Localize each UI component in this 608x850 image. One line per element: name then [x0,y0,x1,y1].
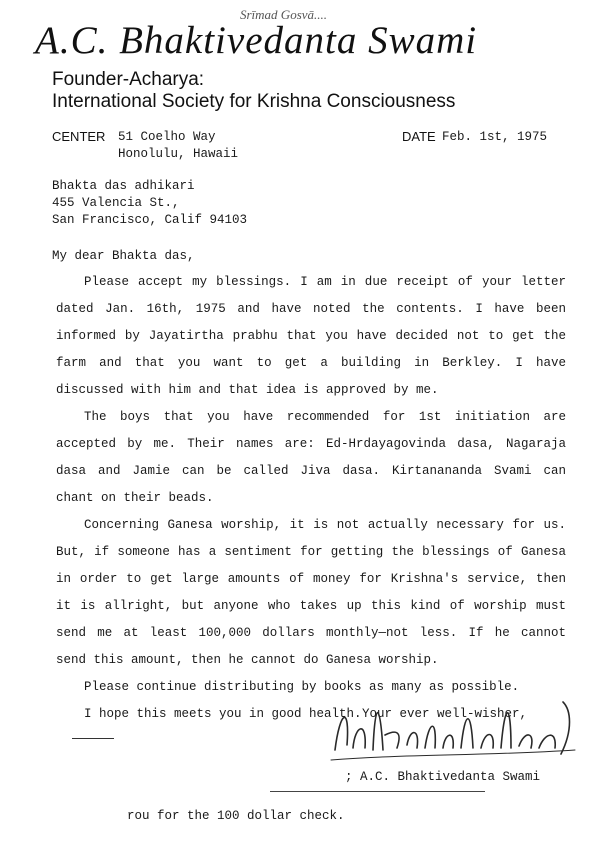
recipient-name: Bhakta das adhikari [52,179,195,193]
body-paragraph-2: The boys that you have recommended for 1st initiation are accepted by me. Their names are: Ed-Hrdayagovinda dasa, Nagaraja dasa and Jamie can be called Jiva dasa. Kirtanananda Svami can chant on their beads. [56,410,566,505]
salutation: My dear Bhakta das, [52,249,195,263]
date-value: Feb. 1st, 1975 [442,130,548,144]
complimentary-close: Your ever well-wisher, [362,707,528,721]
date-label: DATE [402,129,436,144]
handwritten-signature [325,690,585,770]
body-paragraph-4: Please continue distributing by books as many as possible. [84,680,520,694]
body-paragraph-5: I hope this meets you in good health. [84,707,362,721]
letterhead-title-line2: International Society for Krishna Consciousness [52,91,456,112]
postscript: rou for the 100 dollar check. [127,809,345,823]
body-paragraph-3: Concerning Ganesa worship, it is not actually necessary for us. But, if someone has a sentiment for getting the blessings of Ganesa in order to get large amounts of money for Krishna's service, then it is allright, but anyone who takes up this kind of worship must send me at least 100,000 dollars monthly—not less. If he cannot send this amount, then he cannot do Ganesa worship. [56,518,566,667]
signature-underline [270,791,485,792]
center-label: CENTER [52,129,106,144]
letterhead-title-line1: Founder-Acharya: [52,69,205,90]
body-paragraph-1: Please accept my blessings. I am in due receipt of your letter dated Jan. 16th, 1975 and have noted the contents. I have been informed by Jayatirtha prabhu that you have decided not to get the farm and that you want to get a building in Berkley. I have discussed with him and that idea is approved by me. [56,275,566,397]
center-address-line1: 51 Coelho Way [118,130,216,144]
recipient-street: 455 Valencia St., [52,196,180,210]
letterhead-top-fragment: Srīmad Gosvā.... [240,7,328,22]
recipient-city: San Francisco, Calif 94103 [52,213,248,227]
center-address-line2: Honolulu, Hawaii [118,147,239,161]
letterhead-name: A.C. Bhaktivedanta Swami [35,19,478,62]
typed-signature-name: ; A.C. Bhaktivedanta Swami [345,770,541,784]
margin-dash [72,738,114,739]
letter-body [56,269,566,728]
